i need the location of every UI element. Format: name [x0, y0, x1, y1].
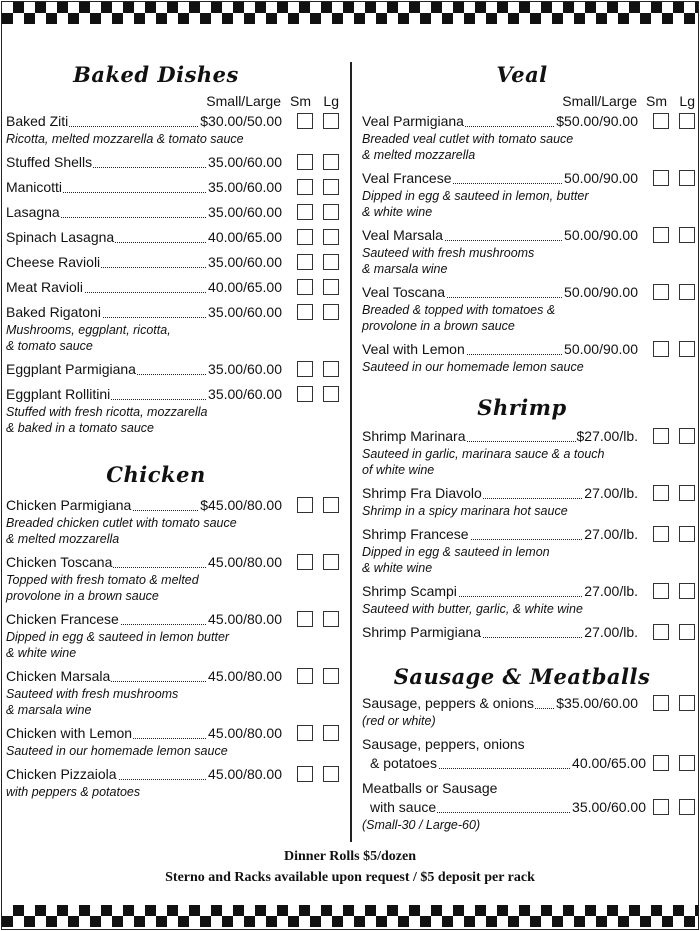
- menu-item-manicotti: [6, 178, 339, 197]
- lg-header: Lg: [323, 93, 339, 109]
- menu-item-veal-with-lemon: [362, 340, 695, 375]
- menu-item-baked-ziti: [6, 112, 339, 147]
- sm-checkbox[interactable]: [653, 799, 669, 815]
- menu-item-chicken-marsala: [6, 667, 339, 718]
- lg-checkbox[interactable]: [323, 766, 339, 782]
- item-price: 27.00/lb.: [584, 485, 638, 501]
- lg-checkbox[interactable]: [679, 755, 695, 771]
- item-price: 35.00/60.00: [208, 361, 282, 377]
- item-description: with peppers & potatoes: [6, 785, 141, 799]
- item-price-line: [6, 765, 282, 784]
- item-price-line: [362, 798, 646, 817]
- item-price-line: [6, 667, 282, 686]
- menu-item-shrimp-parmigiana: [362, 623, 695, 642]
- item-price: 27.00/lb.: [584, 526, 638, 542]
- price-header-right: [362, 90, 695, 112]
- sm-checkbox[interactable]: [297, 668, 313, 684]
- item-name: Shrimp Parmigiana: [362, 624, 482, 640]
- item-description: Shrimp in a spicy marinara hot sauce: [362, 504, 568, 518]
- menu-item-eggplant-parmigiana: [6, 360, 339, 379]
- item-price: 35.00/60.00: [208, 304, 282, 320]
- sm-checkbox[interactable]: [653, 624, 669, 640]
- lg-checkbox[interactable]: [323, 725, 339, 741]
- section-title-baked-dishes: Baked Dishes: [73, 62, 239, 87]
- sm-checkbox[interactable]: [653, 755, 669, 771]
- menu-item-veal-marsala: [362, 226, 695, 277]
- item-price-line: [362, 694, 638, 713]
- sm-checkbox[interactable]: [297, 229, 313, 245]
- item-price: 35.00/60.00: [208, 154, 282, 170]
- sm-checkbox[interactable]: [297, 154, 313, 170]
- sm-checkbox[interactable]: [297, 497, 313, 513]
- sm-checkbox[interactable]: [297, 113, 313, 129]
- right-column: [362, 60, 695, 839]
- item-description: provolone in a brown sauce: [362, 319, 515, 333]
- item-name: Shrimp Francese: [362, 526, 469, 542]
- left-column: [6, 60, 339, 806]
- item-name: Shrimp Scampi: [362, 583, 457, 599]
- item-description: & marsala wine: [6, 703, 92, 717]
- shrimp-list: [362, 427, 695, 642]
- item-name: Chicken Pizzaiola: [6, 766, 117, 782]
- sm-checkbox[interactable]: [653, 695, 669, 711]
- menu-item-spinach-lasagna: [6, 228, 339, 247]
- item-price: $27.00/lb.: [576, 428, 638, 444]
- item-price-line: [6, 385, 282, 404]
- item-price-line: [6, 178, 282, 197]
- item-description: Breaded chicken cutlet with tomato sauce: [6, 516, 237, 530]
- sm-header: Sm: [290, 93, 311, 109]
- item-price-line: [6, 360, 282, 379]
- item-price-line: [6, 153, 282, 172]
- lg-checkbox[interactable]: [323, 668, 339, 684]
- checkered-border-bottom: [2, 905, 698, 927]
- item-description: Sauteed with fresh mushrooms: [6, 687, 179, 701]
- item-price-line: [6, 278, 282, 297]
- footer-dinner-rolls: Dinner Rolls $5/dozen: [284, 849, 416, 864]
- size-header: Small/Large: [206, 93, 281, 109]
- item-name: Sausage, peppers & onions: [362, 695, 535, 711]
- sm-checkbox[interactable]: [297, 279, 313, 295]
- item-name: Shrimp Fra Diavolo: [362, 485, 482, 501]
- item-price: 40.00/65.00: [208, 229, 282, 245]
- sm-checkbox[interactable]: [297, 725, 313, 741]
- item-name: Meat Ravioli: [6, 279, 84, 295]
- item-description: & baked in a tomato sauce: [6, 421, 155, 435]
- item-name: Baked Rigatoni: [6, 304, 101, 320]
- section-title-shrimp: Shrimp: [477, 395, 567, 420]
- menu-item-chicken-pizzaiola: [6, 765, 339, 800]
- item-name: Stuffed Shells: [6, 154, 93, 170]
- item-name: with sauce: [370, 799, 437, 815]
- item-description: & melted mozzarella: [6, 532, 120, 546]
- item-name: Cheese Ravioli: [6, 254, 101, 270]
- item-name: Manicotti: [6, 179, 63, 195]
- item-description: (red or white): [362, 714, 436, 728]
- menu-item-veal-parmigiana: [362, 112, 695, 163]
- lg-checkbox[interactable]: [679, 624, 695, 640]
- lg-checkbox[interactable]: [679, 583, 695, 599]
- item-price-line: [362, 623, 638, 642]
- menu-item-shrimp-marinara: [362, 427, 695, 478]
- item-price: 35.00/60.00: [208, 386, 282, 402]
- menu-item-veal-francese: [362, 169, 695, 220]
- lg-header-right: Lg: [679, 93, 695, 109]
- lg-checkbox[interactable]: [679, 227, 695, 243]
- lg-checkbox[interactable]: [323, 254, 339, 270]
- lg-checkbox[interactable]: [679, 485, 695, 501]
- veal-list: [362, 112, 695, 375]
- item-price-line: [362, 226, 638, 245]
- lg-checkbox[interactable]: [323, 204, 339, 220]
- sm-checkbox[interactable]: [653, 428, 669, 444]
- item-price-line: [362, 525, 638, 544]
- item-description: (Small-30 / Large-60): [362, 818, 481, 832]
- item-description: Sauteed in our homemade lemon sauce: [6, 744, 228, 758]
- menu-item-chicken-francese: [6, 610, 339, 661]
- sm-checkbox[interactable]: [297, 304, 313, 320]
- item-name: Veal Marsala: [362, 227, 443, 243]
- lg-checkbox[interactable]: [323, 554, 339, 570]
- item-description: & white wine: [6, 646, 77, 660]
- lg-checkbox[interactable]: [679, 695, 695, 711]
- item-price: 35.00/60.00: [208, 204, 282, 220]
- size-header-right: Small/Large: [562, 93, 637, 109]
- sm-checkbox[interactable]: [297, 554, 313, 570]
- item-price: 35.00/60.00: [572, 799, 646, 815]
- item-price-line: [6, 112, 282, 131]
- menu-item-shrimp-francese: [362, 525, 695, 576]
- item-description: & white wine: [362, 561, 433, 575]
- item-price: 50.00/90.00: [564, 341, 638, 357]
- item-description: Sauteed with fresh mushrooms: [362, 246, 535, 260]
- lg-checkbox[interactable]: [679, 526, 695, 542]
- sm-checkbox[interactable]: [653, 170, 669, 186]
- sm-checkbox[interactable]: [297, 386, 313, 402]
- price-header: [6, 90, 339, 112]
- column-divider: [350, 62, 352, 842]
- item-name: Veal with Lemon: [362, 341, 465, 357]
- lg-checkbox[interactable]: [679, 170, 695, 186]
- menu-item-shrimp-fra-diavolo: [362, 484, 695, 519]
- item-name: & potatoes: [370, 755, 437, 771]
- item-price-line: [362, 427, 638, 446]
- item-description: & melted mozzarella: [362, 148, 476, 162]
- item-price-line: [362, 754, 646, 773]
- item-price: 27.00/lb.: [584, 624, 638, 640]
- sm-checkbox[interactable]: [653, 284, 669, 300]
- item-name: Veal Parmigiana: [362, 113, 464, 129]
- sm-checkbox[interactable]: [653, 113, 669, 129]
- lg-checkbox[interactable]: [679, 113, 695, 129]
- item-price: 35.00/60.00: [208, 254, 282, 270]
- checkered-border-top: [2, 2, 698, 24]
- item-description: Sauteed with butter, garlic, & white wine: [362, 602, 583, 616]
- lg-checkbox[interactable]: [323, 229, 339, 245]
- sm-checkbox[interactable]: [297, 204, 313, 220]
- item-price-line: [6, 228, 282, 247]
- lg-checkbox[interactable]: [323, 386, 339, 402]
- item-name: Lasagna: [6, 204, 60, 220]
- item-price-line: [6, 253, 282, 272]
- item-description: Stuffed with fresh ricotta, mozzarella: [6, 405, 208, 419]
- item-price: $50.00/90.00: [556, 113, 638, 129]
- sm-checkbox[interactable]: [653, 227, 669, 243]
- item-price: $35.00/60.00: [556, 695, 638, 711]
- item-price-line: [6, 203, 282, 222]
- section-title-veal: Veal: [496, 62, 548, 87]
- item-price: 40.00/65.00: [208, 279, 282, 295]
- lg-checkbox[interactable]: [679, 428, 695, 444]
- item-description: & marsala wine: [362, 262, 448, 276]
- lg-checkbox[interactable]: [679, 341, 695, 357]
- item-price-line: [6, 610, 282, 629]
- item-name: Veal Francese: [362, 170, 452, 186]
- item-name: Chicken Marsala: [6, 668, 111, 684]
- item-price: 40.00/65.00: [572, 755, 646, 771]
- item-name: Spinach Lasagna: [6, 229, 115, 245]
- baked-dishes-list: [6, 112, 339, 436]
- item-name: Shrimp Marinara: [362, 428, 466, 444]
- item-price-line: [362, 169, 638, 188]
- menu-item-chicken-parmigiana: [6, 496, 339, 547]
- lg-checkbox[interactable]: [323, 279, 339, 295]
- item-price: 35.00/60.00: [208, 179, 282, 195]
- item-price-line: [362, 112, 638, 131]
- menu-item-shrimp-scampi: [362, 582, 695, 617]
- item-description: provolone in a brown sauce: [6, 589, 159, 603]
- menu-item-cheese-ravioli: [6, 253, 339, 272]
- lg-checkbox[interactable]: [679, 284, 695, 300]
- lg-checkbox[interactable]: [323, 179, 339, 195]
- item-description: Topped with fresh tomato & melted: [6, 573, 199, 587]
- item-price-line: [6, 496, 282, 515]
- section-title-chicken: Chicken: [106, 462, 206, 487]
- item-price-line: [362, 484, 638, 503]
- item-price: 45.00/80.00: [208, 668, 282, 684]
- chicken-list: [6, 496, 339, 800]
- section-title-sausage-meatballs: Sausage & Meatballs: [393, 664, 651, 689]
- item-price-line: [6, 724, 282, 743]
- lg-checkbox[interactable]: [323, 361, 339, 377]
- item-description: Breaded veal cutlet with tomato sauce: [362, 132, 574, 146]
- lg-checkbox[interactable]: [323, 113, 339, 129]
- item-description: Ricotta, melted mozzarella & tomato sauce: [6, 132, 244, 146]
- item-name: Chicken Toscana: [6, 554, 113, 570]
- item-name: Eggplant Rollitini: [6, 386, 111, 402]
- sm-checkbox[interactable]: [297, 254, 313, 270]
- lg-checkbox[interactable]: [323, 497, 339, 513]
- item-price: 50.00/90.00: [564, 170, 638, 186]
- sm-checkbox[interactable]: [297, 766, 313, 782]
- item-price-line: [362, 582, 638, 601]
- item-price: 45.00/80.00: [208, 725, 282, 741]
- item-description: Mushrooms, eggplant, ricotta,: [6, 323, 171, 337]
- sm-header-right: Sm: [646, 93, 667, 109]
- footer-sterno-racks: Sterno and Racks available upon request / $5 deposit per rack: [165, 870, 535, 885]
- menu-item-sausage-peppers-onions-potatoes: [362, 735, 695, 773]
- menu-item-sausage-peppers-onions: [362, 694, 695, 729]
- menu-item-meatballs-or-sausage-with-sauce: [362, 779, 695, 833]
- item-description: & white wine: [362, 205, 433, 219]
- sm-checkbox[interactable]: [653, 583, 669, 599]
- lg-checkbox[interactable]: [323, 304, 339, 320]
- lg-checkbox[interactable]: [679, 799, 695, 815]
- item-description: Dipped in egg & sauteed in lemon: [362, 545, 550, 559]
- menu-item-baked-rigatoni: [6, 303, 339, 354]
- lg-checkbox[interactable]: [323, 611, 339, 627]
- item-price: 45.00/80.00: [208, 554, 282, 570]
- item-price: 50.00/90.00: [564, 284, 638, 300]
- item-price-line: [6, 553, 282, 572]
- sm-checkbox[interactable]: [297, 361, 313, 377]
- menu-item-stuffed-shells: [6, 153, 339, 172]
- sm-checkbox[interactable]: [653, 341, 669, 357]
- sm-checkbox[interactable]: [297, 179, 313, 195]
- item-price: $45.00/80.00: [200, 497, 282, 513]
- item-name: Chicken Parmigiana: [6, 497, 132, 513]
- item-price-line: [6, 303, 282, 322]
- item-price: 45.00/80.00: [208, 611, 282, 627]
- menu-item-chicken-with-lemon: [6, 724, 339, 759]
- item-name: Baked Ziti: [6, 113, 69, 129]
- sausage-meatballs-list: [362, 694, 695, 833]
- menu-item-chicken-toscana: [6, 553, 339, 604]
- item-price: 27.00/lb.: [584, 583, 638, 599]
- item-price-line: [362, 283, 638, 302]
- item-name: Chicken with Lemon: [6, 725, 133, 741]
- item-description: Dipped in egg & sauteed in lemon, butter: [362, 189, 589, 203]
- item-name: Veal Toscana: [362, 284, 446, 300]
- item-price: 45.00/80.00: [208, 766, 282, 782]
- item-price: $30.00/50.00: [200, 113, 282, 129]
- item-price: 50.00/90.00: [564, 227, 638, 243]
- menu-item-meat-ravioli: [6, 278, 339, 297]
- item-name: Chicken Francese: [6, 611, 119, 627]
- item-description: Sauteed in garlic, marinara sauce & a touch: [362, 447, 605, 461]
- item-name: Eggplant Parmigiana: [6, 361, 136, 377]
- menu-item-eggplant-rollitini: [6, 385, 339, 436]
- item-description: Dipped in egg & sauteed in lemon butter: [6, 630, 230, 644]
- menu-item-lasagna: [6, 203, 339, 222]
- item-description: & tomato sauce: [6, 339, 93, 353]
- sm-checkbox[interactable]: [653, 485, 669, 501]
- item-description: of white wine: [362, 463, 435, 477]
- menu-item-veal-toscana: [362, 283, 695, 334]
- sm-checkbox[interactable]: [653, 526, 669, 542]
- item-description: Sauteed in our homemade lemon sauce: [362, 360, 584, 374]
- item-description: Breaded & topped with tomatoes &: [362, 303, 556, 317]
- item-price-line: [362, 340, 638, 359]
- sm-checkbox[interactable]: [297, 611, 313, 627]
- item-name-line: Meatballs or Sausage: [362, 780, 498, 796]
- item-name-line: Sausage, peppers, onions: [362, 736, 525, 752]
- lg-checkbox[interactable]: [323, 154, 339, 170]
